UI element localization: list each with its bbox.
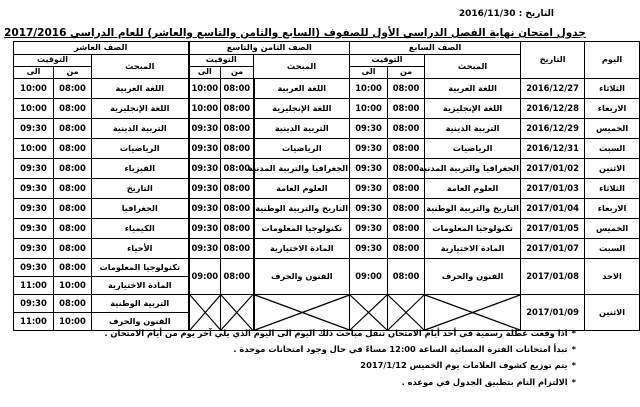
time-from-cell: 08:00 [221,239,254,259]
header-from: من [388,67,425,79]
table-row [14,179,640,199]
subject-cell: العلوم العامة [254,179,350,199]
time-from-cell: 08:00 [388,119,425,139]
date-cell: 2016/12/28 [521,99,585,119]
time-from-cell: 08:00 [388,259,425,295]
time-from-cell: 08:00 [221,139,254,159]
time-to-cell: 10:00 [14,99,54,119]
time-from-cell: 08:00 [221,79,254,99]
day-cell: الثلاثاء [585,79,640,99]
time-to-cell: 09:30 [350,219,388,239]
table-row [14,219,640,239]
subject-cell: التاريخ والتربية الوطنية [425,199,521,219]
time-from-cell: 08:00 [54,179,92,199]
time-from-cell: 08:00 [54,119,92,139]
header-subject: المبحث [92,55,189,79]
subject-cell: العلوم العامة [425,179,521,199]
header-grade-7: الصف السابع [350,42,521,55]
day-cell: السبت [585,139,640,159]
date-cell: 2017/01/07 [521,239,585,259]
time-from-cell: 10:00 [54,313,92,331]
time-to-cell: 09:30 [350,139,388,159]
subject-cell: تكنولوجيا المعلومات [92,259,189,277]
subject-cell: اللغة الإنجليزية [254,99,350,119]
subject-cell: المادة الاختيارية [92,277,189,295]
time-to-cell: 09:30 [350,119,388,139]
date-label: التاريخ : [518,9,554,19]
header-timing: التوقيت [189,55,254,67]
header-date: التاريخ [521,42,585,79]
time-from-cell: 08:00 [388,79,425,99]
table-row [14,79,640,99]
date-cell: 2016/12/29 [521,119,585,139]
subject-cell: التاريخ والتربية الوطنية [254,199,350,219]
time-from-cell: 08:00 [388,239,425,259]
subject-cell: الفنون والحرف [425,259,521,295]
note-text: يتم توزيع كشوف العلامات يوم الخميس 2017/1/12 [360,360,568,371]
time-to-cell: 10:00 [350,99,388,119]
time-to-cell: 09:00 [189,259,221,295]
time-from-cell: 08:00 [388,199,425,219]
subject-cell: التربية الدينية [425,119,521,139]
subject-cell: تكنولوجيا المعلومات [254,219,350,239]
day-cell: الاثنين [585,159,640,179]
day-cell: الاحد [585,259,640,295]
time-from-cell: 08:00 [388,159,425,179]
time-from-cell: 08:00 [388,139,425,159]
table-row [14,259,640,277]
table-row [14,139,640,159]
day-cell: الاثنين [585,295,640,331]
header-to: الى [14,67,54,79]
time-from-cell: 08:00 [54,159,92,179]
day-cell: الاربعاء [585,199,640,219]
time-from-cell: 08:00 [54,199,92,219]
table-row [14,239,640,259]
time-to-cell: 10:00 [14,79,54,99]
time-to-cell: 09:30 [189,159,221,179]
note-item [16,374,576,390]
page-title: جدول امتحان نهاية الفصل الدراسي الأول للصفوف (السابع والثامن والتاسع والعاشر) للعام الدراسي 2017/2016 [4,27,586,39]
time-from-cell: 08:00 [54,259,92,277]
time-to-cell: 11:00 [14,277,54,295]
subject-cell: الجغرافيا [92,199,189,219]
table-row [14,99,640,119]
subject-cell: التربية الدينية [254,119,350,139]
time-to-cell: 10:00 [189,99,221,119]
subject-cell: اللغة الإنجليزية [425,99,521,119]
time-from-cell: 08:00 [221,259,254,295]
subject-cell: اللغة الإنجليزية [92,99,189,119]
subject-cell: الكيمياء [92,219,189,239]
time-to-cell: 09:30 [14,179,54,199]
time-from-cell: 08:00 [54,219,92,239]
note-text: تبدأ امتحانات الفترة المسائية الساعة 12:00 مساءً في حال وجود امتحانات موحدة . [233,344,568,355]
note-bullet: * [571,376,576,387]
date-cell: 2017/01/05 [521,219,585,239]
time-to-cell: 09:30 [350,199,388,219]
time-from-cell: 08:00 [388,219,425,239]
subject-cell: الرياضيات [92,139,189,159]
subject-cell: الجغرافيا والتربية المدنية [425,159,521,179]
time-to-cell: 09:30 [14,295,54,313]
date-cell: 2017/01/08 [521,259,585,295]
time-to-cell: 09:30 [189,139,221,159]
time-to-cell: 10:00 [189,79,221,99]
subject-cell: المادة الاختيارية [254,239,350,259]
subject-cell: الفيزياء [92,159,189,179]
time-from-cell: 08:00 [221,199,254,219]
header-grade-10: الصف العاشر [14,42,189,55]
subject-cell: الجغرافيا والتربية المدنية [254,159,350,179]
subject-cell: اللغة العربية [254,79,350,99]
day-cell: السبت [585,239,640,259]
subject-cell: الرياضيات [254,139,350,159]
subject-cell: اللغة العربية [425,79,521,99]
table-row [14,295,640,313]
day-cell: الاربعاء [585,99,640,119]
date-cell: 2016/12/31 [521,139,585,159]
note-text: اذا وقعت عطلة رسمية في أحد أيام الامتحان تنقل مباحث ذلك اليوم الى اليوم الذي يلي آخر يوم من أيام الامتحان . [104,328,568,338]
time-from-cell: 08:00 [221,119,254,139]
table-row [14,199,640,219]
subject-cell: الفنون والحرف [254,259,350,295]
date-cell: 2017/01/09 [521,295,585,331]
header-to: الى [189,67,221,79]
day-cell: الخميس [585,219,640,239]
time-to-cell: 09:30 [14,219,54,239]
time-from-cell: 08:00 [221,179,254,199]
time-from-cell: 08:00 [221,159,254,179]
time-to-cell: 09:30 [189,219,221,239]
time-from-cell: 08:00 [54,139,92,159]
subject-cell: الرياضيات [425,139,521,159]
note-item [16,357,576,373]
time-to-cell: 09:30 [350,159,388,179]
subject-cell: تكنولوجيا المعلومات [425,219,521,239]
time-to-cell: 09:30 [14,239,54,259]
date-value: 2016/11/30 [458,9,516,19]
header-subject: المبحث [425,55,521,79]
time-to-cell: 09:30 [14,259,54,277]
date-line [459,9,554,19]
notes [16,325,576,390]
note-bullet: * [571,360,576,371]
time-from-cell: 08:00 [221,99,254,119]
table-row [14,159,640,179]
time-to-cell: 09:30 [14,119,54,139]
time-from-cell: 08:00 [54,99,92,119]
subject-cell: التاريخ [92,179,189,199]
header-from: من [221,67,254,79]
note-item [16,341,576,357]
date-cell: 2017/01/02 [521,159,585,179]
time-from-cell: 08:00 [54,79,92,99]
time-from-cell: 08:00 [54,239,92,259]
note-bullet: * [571,344,576,355]
time-to-cell: 09:30 [14,199,54,219]
date-cell: 2017/01/04 [521,199,585,219]
subject-cell: اللغة العربية [92,79,189,99]
header-subject: المبحث [254,55,350,79]
time-to-cell: 09:30 [350,239,388,259]
time-from-cell: 08:00 [388,179,425,199]
note-bullet: * [571,328,576,338]
date-cell: 2017/01/03 [521,179,585,199]
header-to: الى [350,67,388,79]
date-cell: 2016/12/27 [521,79,585,99]
subject-cell: الأحياء [92,239,189,259]
header-timing: التوقيت [14,55,92,67]
time-to-cell: 09:30 [189,179,221,199]
header-grade-8-9: الصف الثامن والتاسع [189,42,350,55]
time-to-cell: 09:30 [189,199,221,219]
header-from: من [54,67,92,79]
subject-cell: التربية الدينية [92,119,189,139]
subject-cell: المادة الاختيارية [425,239,521,259]
subject-cell: الفنون والحرف [92,313,189,331]
exam-schedule-table [13,41,640,331]
time-to-cell: 09:30 [189,239,221,259]
time-to-cell: 09:30 [189,119,221,139]
time-to-cell: 10:00 [14,139,54,159]
time-from-cell: 08:00 [388,99,425,119]
time-from-cell: 08:00 [221,219,254,239]
note-item [16,325,576,341]
time-to-cell: 11:00 [14,313,54,331]
table-row [14,119,640,139]
time-from-cell: 10:00 [54,277,92,295]
note-text: الالتزام التام بتطبيق الجدول في موعده . [401,376,568,387]
header-timing: التوقيت [350,55,425,67]
day-cell: الثلاثاء [585,179,640,199]
header-day: اليوم [585,42,640,79]
time-to-cell: 09:30 [350,179,388,199]
day-cell: الخميس [585,119,640,139]
time-from-cell: 08:00 [54,295,92,313]
time-to-cell: 09:00 [350,259,388,295]
subject-cell: التربية الوطنية [92,295,189,313]
time-to-cell: 10:00 [350,79,388,99]
time-to-cell: 09:30 [14,159,54,179]
